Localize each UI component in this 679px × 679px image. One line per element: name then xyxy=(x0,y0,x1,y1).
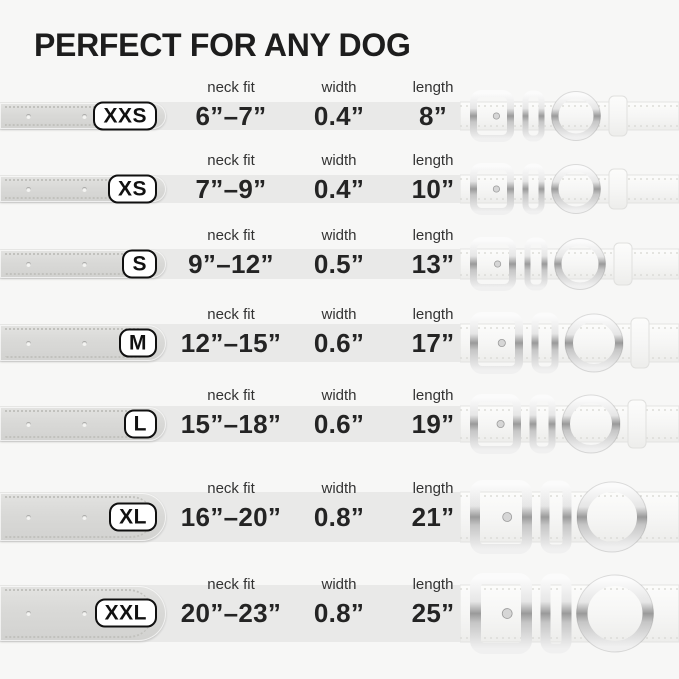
collar-strap-photo xyxy=(0,325,166,361)
neck-fit-label: neck fit xyxy=(207,387,255,404)
buckle-photo xyxy=(460,307,679,379)
width-value: 0.8” xyxy=(313,598,365,628)
size-badge: L xyxy=(124,410,157,439)
buckle-photo xyxy=(460,475,679,559)
length-value: 17” xyxy=(411,328,455,358)
collar-hole xyxy=(82,422,87,427)
neck-fit-label: neck fit xyxy=(207,576,255,593)
size-badge: XS xyxy=(108,175,157,204)
neck-fit-value: 20”–23” xyxy=(180,598,282,628)
collar-strap-photo xyxy=(0,176,166,202)
collar-hole xyxy=(26,422,31,427)
prong-tip xyxy=(494,261,500,267)
neck-fit-value: 6”–7” xyxy=(195,101,267,131)
length-value: 25” xyxy=(411,598,455,628)
length-label: length xyxy=(412,227,454,244)
collar-hole xyxy=(82,341,87,346)
size-badge: S xyxy=(122,250,157,279)
neck-fit-value: 9”–12” xyxy=(188,249,274,279)
page-title: PERFECT FOR ANY DOG xyxy=(34,27,411,63)
collar-hole xyxy=(82,611,87,616)
collar-hole xyxy=(26,262,31,267)
neck-fit-label: neck fit xyxy=(207,306,255,323)
strap-keeper-loop xyxy=(609,96,627,136)
size-badge: XXL xyxy=(95,599,157,628)
neck-fit-label: neck fit xyxy=(207,480,255,497)
length-label: length xyxy=(412,576,454,593)
prong-tip xyxy=(497,420,504,427)
length-label: length xyxy=(412,387,454,404)
length-label: length xyxy=(412,152,454,169)
prong-tip xyxy=(503,513,512,522)
width-value: 0.6” xyxy=(313,328,365,358)
buckle-photo xyxy=(460,232,679,296)
size-badge: XXS xyxy=(93,102,157,131)
buckle-photo xyxy=(460,389,679,459)
neck-fit-label: neck fit xyxy=(207,227,255,244)
neck-fit-value: 15”–18” xyxy=(180,409,282,439)
size-badge: XL xyxy=(109,503,157,532)
width-value: 0.6” xyxy=(313,409,365,439)
width-label: width xyxy=(321,576,357,593)
neck-fit-value: 16”–20” xyxy=(180,502,282,532)
collar-hole xyxy=(26,611,31,616)
neck-fit-label: neck fit xyxy=(207,152,255,169)
length-value: 10” xyxy=(411,174,455,204)
collar-hole xyxy=(82,515,87,520)
width-value: 0.8” xyxy=(313,502,365,532)
length-value: 8” xyxy=(418,101,448,131)
strap-keeper-loop xyxy=(631,318,649,368)
collar-hole xyxy=(82,262,87,267)
width-label: width xyxy=(321,79,357,96)
collar-hole xyxy=(82,114,87,119)
strap-keeper-loop xyxy=(628,400,646,448)
length-value: 19” xyxy=(411,409,455,439)
width-label: width xyxy=(321,480,357,497)
length-label: length xyxy=(412,480,454,497)
length-value: 13” xyxy=(411,249,455,279)
collar-hole xyxy=(26,187,31,192)
strap-keeper-loop xyxy=(609,169,627,209)
width-label: width xyxy=(321,387,357,404)
strap-keeper-loop xyxy=(614,243,632,285)
prong-tip xyxy=(493,113,499,119)
neck-fit-value: 12”–15” xyxy=(180,328,282,358)
buckle-photo xyxy=(460,158,679,220)
collar-hole xyxy=(26,114,31,119)
width-label: width xyxy=(321,227,357,244)
neck-fit-label: neck fit xyxy=(207,79,255,96)
width-value: 0.5” xyxy=(313,249,365,279)
width-label: width xyxy=(321,306,357,323)
length-label: length xyxy=(412,79,454,96)
collar-strap-photo xyxy=(0,250,166,278)
length-label: length xyxy=(412,306,454,323)
collar-strap-photo xyxy=(0,586,166,641)
size-badge: M xyxy=(119,329,157,358)
width-value: 0.4” xyxy=(313,174,365,204)
collar-hole xyxy=(82,187,87,192)
prong-tip xyxy=(493,186,499,192)
neck-fit-value: 7”–9” xyxy=(195,174,267,204)
collar-strap-photo xyxy=(0,493,166,541)
collar-hole xyxy=(26,341,31,346)
length-value: 21” xyxy=(411,502,455,532)
collar-strap-photo xyxy=(0,103,166,129)
collar-strap-photo xyxy=(0,407,166,441)
buckle-photo xyxy=(460,85,679,147)
prong-tip xyxy=(502,608,512,618)
buckle-photo xyxy=(460,568,679,659)
prong-tip xyxy=(498,339,505,346)
collar-hole xyxy=(26,515,31,520)
width-label: width xyxy=(321,152,357,169)
width-value: 0.4” xyxy=(313,101,365,131)
